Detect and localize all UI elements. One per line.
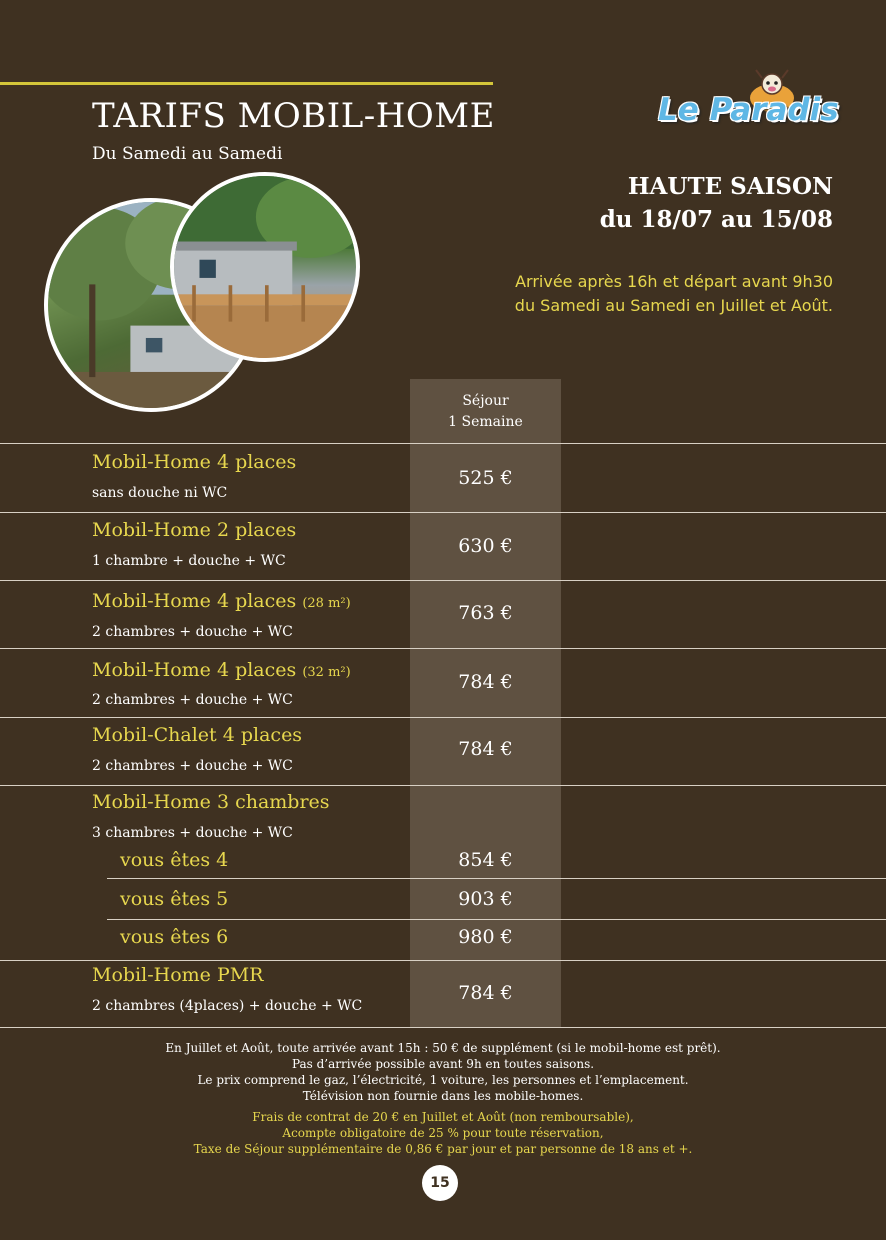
footer-note: Le prix comprend le gaz, l’électricité, 1 voiture, les personnes et l’emplacement. (197, 1073, 689, 1087)
table-row-name: Mobil-Home 4 places (92, 451, 297, 473)
column-header-line2: 1 Semaine (448, 414, 523, 430)
arrival-note (515, 270, 833, 318)
footer-note: En Juillet et Août, toute arrivée avant 15h : 50 € de supplément (si le mobil-home est prêt). (165, 1041, 721, 1055)
table-row-name: Mobil-Home 4 places (28 m²) (92, 590, 351, 612)
table-rule (0, 443, 886, 444)
page-title: TARIFS MOBIL-HOME (92, 96, 495, 136)
table-row-desc: 1 chambre + douche + WC (92, 553, 286, 569)
footer-note: Télévision non fournie dans les mobile-homes. (302, 1089, 584, 1103)
table-row-name: Mobil-Home 3 chambres (92, 791, 330, 813)
table-row-price: 784 € (458, 982, 513, 1004)
table-rule (0, 648, 886, 649)
footer-note: Pas d’arrivée possible avant 9h en toutes saisons. (291, 1057, 595, 1071)
footer-notes (0, 1040, 886, 1104)
column-header (410, 391, 561, 433)
table-rule (0, 580, 886, 581)
footer-condition: Acompte obligatoire de 25 % pour toute réservation, (282, 1126, 604, 1140)
title-rule (0, 82, 493, 85)
sub-row-label: vous êtes 5 (120, 888, 229, 910)
arrival-note-line2: du Samedi au Samedi en Juillet et Août. (514, 296, 833, 315)
season-title (600, 170, 833, 236)
footer-condition: Taxe de Séjour supplémentaire de 0,86 € par jour et par personne de 18 ans et +. (193, 1142, 693, 1156)
table-rule (0, 960, 886, 961)
table-subrule (107, 878, 886, 879)
le-paradis-logo (650, 62, 840, 142)
table-row-area: (28 m²) (302, 596, 351, 611)
page-subtitle: Du Samedi au Samedi (92, 144, 283, 164)
table-row-desc: 3 chambres + douche + WC (92, 825, 293, 841)
table-row-name: Mobil-Home 4 places (32 m²) (92, 659, 351, 681)
footer-condition: Frais de contrat de 20 € en Juillet et Août (non remboursable), (252, 1110, 634, 1124)
table-row-desc: 2 chambres + douche + WC (92, 758, 293, 774)
table-row-price: 630 € (458, 535, 513, 557)
page-number: 15 (422, 1165, 458, 1201)
footer-conditions (0, 1109, 886, 1157)
column-header-line1: Séjour (462, 393, 509, 409)
table-row-desc: 2 chambres + douche + WC (92, 692, 293, 708)
sub-row-label: vous êtes 4 (120, 849, 229, 871)
table-rule (0, 1027, 886, 1028)
arrival-note-line1: Arrivée après 16h et départ avant 9h30 (515, 272, 833, 291)
table-row-price: 784 € (458, 738, 513, 760)
table-row-name: Mobil-Home PMR (92, 964, 264, 986)
table-subrule (107, 919, 886, 920)
logo-text: Le Paradis (658, 92, 839, 128)
season-dates: du 18/07 au 15/08 (599, 206, 833, 233)
mobil-home-photo-terrace (170, 172, 360, 362)
table-rule (0, 512, 886, 513)
season-name: HAUTE SAISON (627, 173, 833, 200)
table-row-desc: sans douche ni WC (92, 485, 228, 501)
table-row-desc: 2 chambres + douche + WC (92, 624, 293, 640)
table-row-price: 525 € (458, 467, 513, 489)
table-row-price: 784 € (458, 671, 513, 693)
table-rule (0, 785, 886, 786)
table-rule (0, 717, 886, 718)
sub-row-label: vous êtes 6 (120, 926, 229, 948)
table-row-name: Mobil-Home 2 places (92, 519, 297, 541)
table-row-price: 763 € (458, 602, 513, 624)
table-row-area: (32 m²) (302, 665, 351, 680)
table-row-desc: 2 chambres (4places) + douche + WC (92, 998, 363, 1014)
sub-row-price: 903 € (458, 888, 513, 910)
sub-row-price: 854 € (458, 849, 513, 871)
sub-row-price: 980 € (458, 926, 513, 948)
table-row-name: Mobil-Chalet 4 places (92, 724, 303, 746)
